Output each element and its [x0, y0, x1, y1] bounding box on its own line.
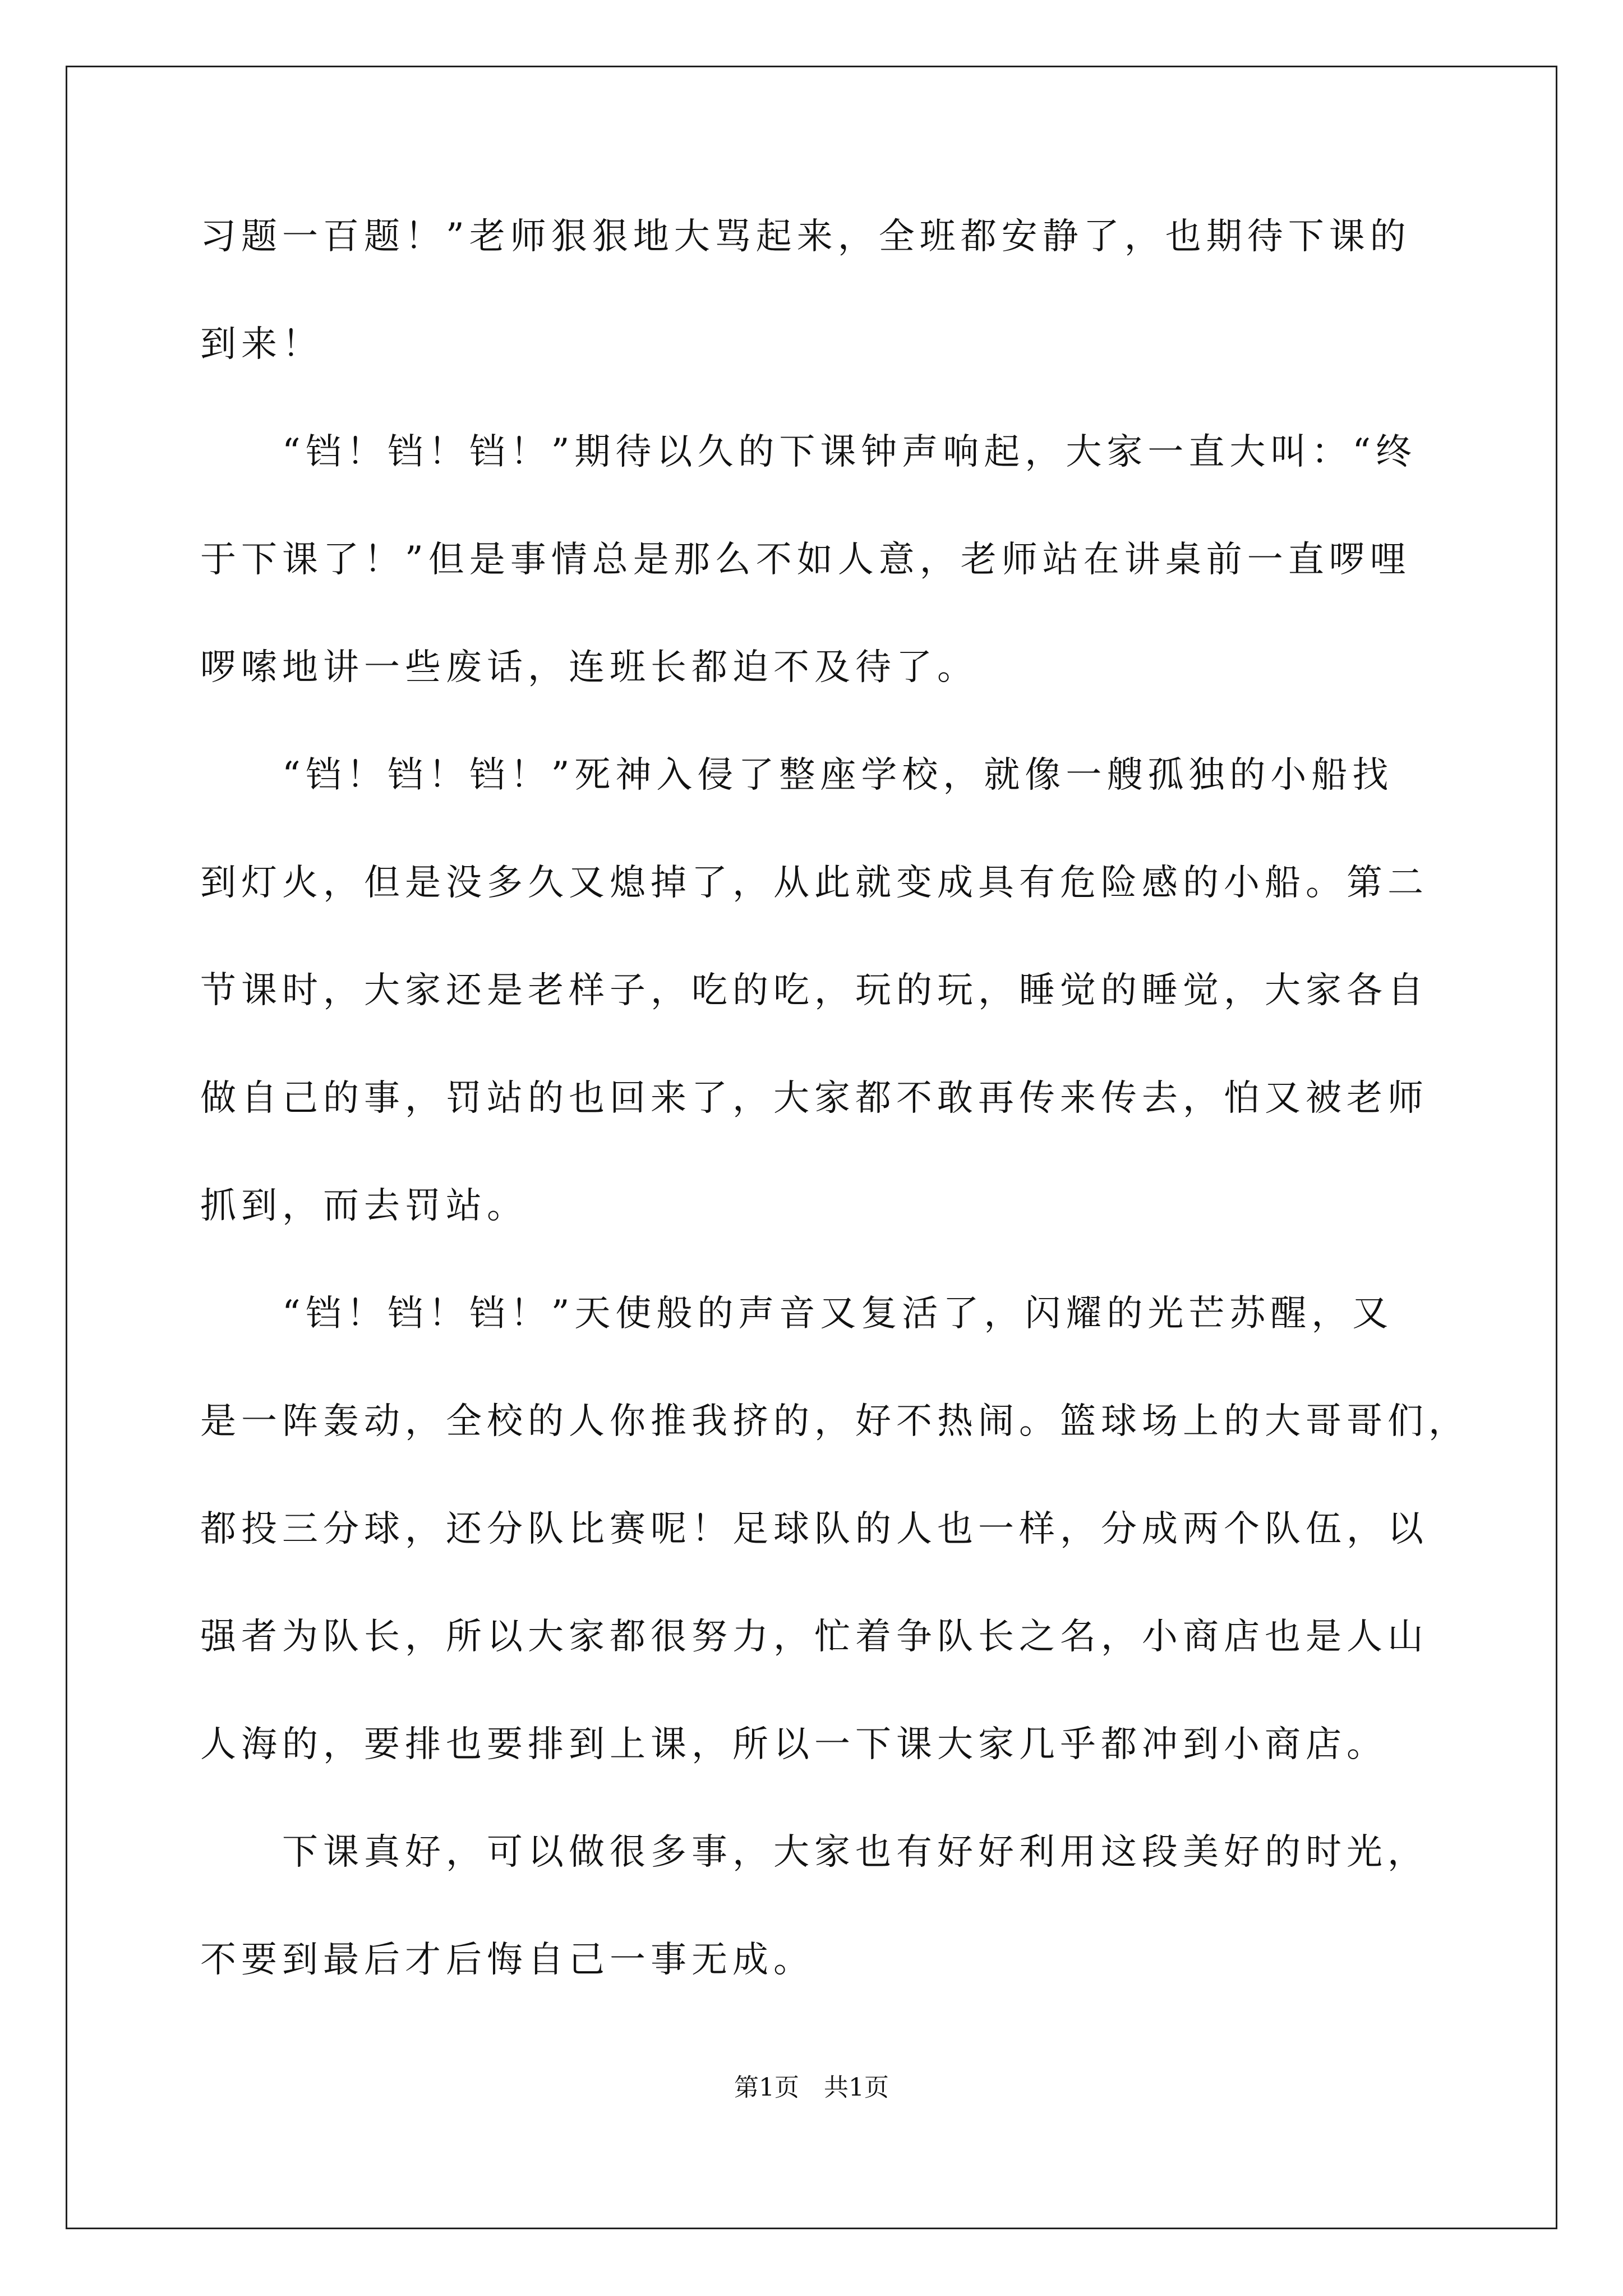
text-line: 都投三分球，还分队比赛呢！足球队的人也一样，分成两个队伍，以	[200, 1508, 1428, 1550]
text-line: 下课真好，可以做很多事，大家也有好好利用这段美好的时光，	[200, 1832, 1428, 1873]
text-line: 节课时，大家还是老样子，吃的吃，玩的玩，睡觉的睡觉，大家各自	[200, 970, 1428, 1011]
text-line: “铛！铛！铛！”死神入侵了整座学校，就像一艘孤独的小船找	[200, 754, 1394, 796]
text-line: 到来！	[200, 324, 323, 365]
text-line: “铛！铛！铛！”天使般的声音又复活了，闪耀的光芒苏醒，又	[200, 1293, 1394, 1335]
text-line: 强者为队长，所以大家都很努力，忙着争队长之名，小商店也是人山	[200, 1616, 1428, 1658]
text-line: 于下课了！”但是事情总是那么不如人意，老师站在讲桌前一直啰哩	[200, 539, 1411, 581]
text-line: 抓到，而去罚站。	[200, 1185, 528, 1227]
text-line: “铛！铛！铛！”期待以久的下课钟声响起，大家一直大叫：“终	[200, 431, 1417, 473]
text-line: 是一阵轰动，全校的人你推我挤的，好不热闹。篮球场上的大哥哥们，	[200, 1401, 1469, 1442]
text-line: 啰嗦地讲一些废话，连班长都迫不及待了。	[200, 647, 978, 688]
text-line: 到灯火，但是没多久又熄掉了，从此就变成具有危险感的小船。第二	[200, 862, 1428, 904]
text-line: 不要到最后才后悔自己一事无成。	[200, 1939, 814, 1981]
text-line: 习题一百题！”老师狠狠地大骂起来，全班都安静了，也期待下课的	[200, 216, 1411, 257]
page-number-footer: 第1页 共1页	[734, 2073, 889, 2102]
document-body	[200, 216, 1469, 1981]
text-line: 做自己的事，罚站的也回来了，大家都不敢再传来传去，怕又被老师	[200, 1078, 1428, 1119]
text-line: 人海的，要排也要排到上课，所以一下课大家几乎都冲到小商店。	[200, 1724, 1387, 1765]
